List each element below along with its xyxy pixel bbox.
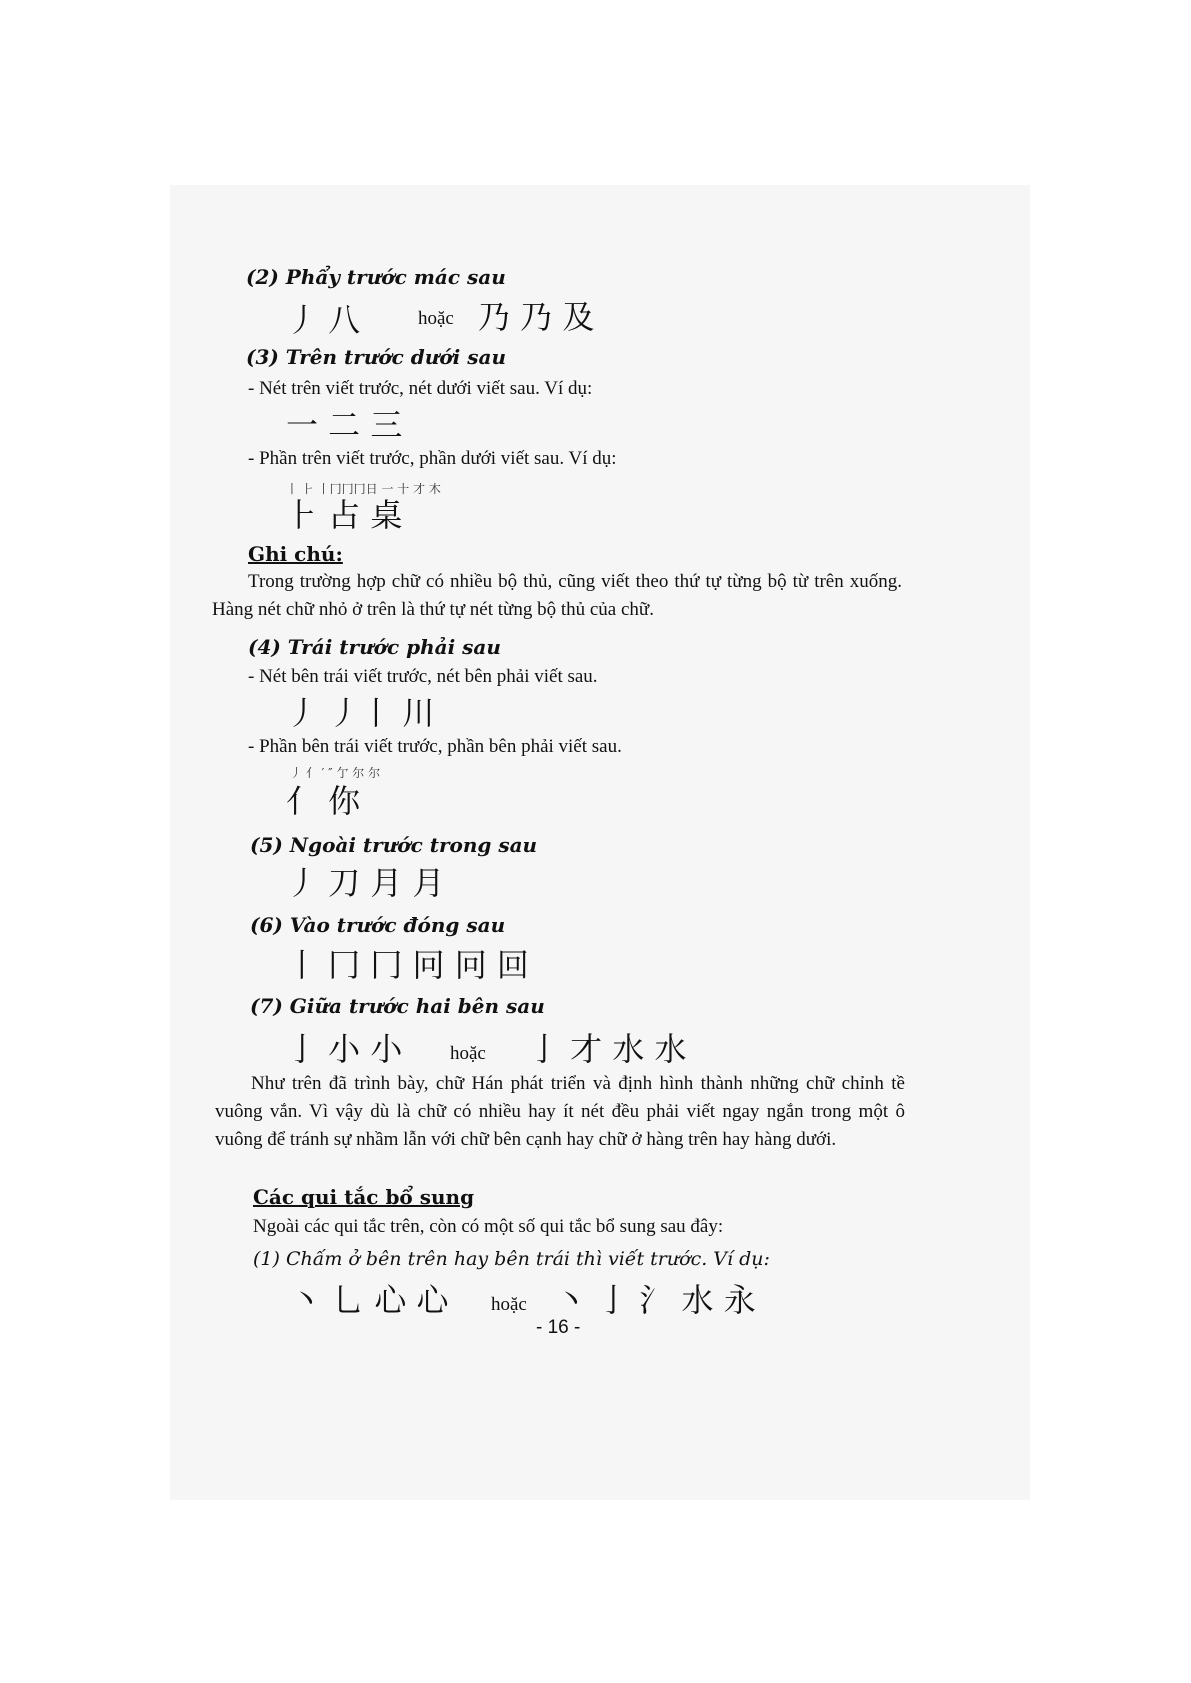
heading-s3: (3) Trên trước dưới sau <box>246 345 506 369</box>
page-number: - 16 - <box>536 1317 581 1338</box>
heading-s6: (6) Vào trước đóng sau <box>250 913 506 937</box>
note-text: Trong trường hợp chữ có nhiều bộ thủ, cũng viết theo thứ tự từng bộ từ trên xuống. Hàng nét chữ nhỏ ở trên là thứ tự nét từng bộ thủ của chữ. <box>212 571 902 620</box>
text-line: - Phần trên viết trước, phần dưới viết sau. Ví dụ: <box>248 448 617 469</box>
stroke-example: 丶 亅 ⺡ 水 永 <box>555 1281 756 1319</box>
heading-s7: (7) Giữa trước hai bên sau <box>250 994 545 1018</box>
stroke-example: 丿 刀 月 月 <box>286 864 445 902</box>
summary-paragraph: Như trên đã trình bày, chữ Hán phát triển và định hình thành những chữ chỉnh tề vuông vắn. Vì vậy dù là chữ có nhiều hay ít nét đều phải viết ngay ngắn trong một ô vuông để tránh sự nhầm lẫn với chữ bên cạnh hay chữ ở hàng trên hay hàng dưới. <box>215 1073 905 1150</box>
stroke-example: 丶 乚 心 心 <box>290 1281 449 1319</box>
text-line: - Phần bên trái viết trước, phần bên phải viết sau. <box>248 736 622 757</box>
stroke-example: 一 二 三 <box>286 406 403 444</box>
text-line: Ngoài các qui tắc trên, còn có một số qui tắc bổ sung sau đây: <box>253 1216 724 1237</box>
hoac-label: hoặc <box>491 1294 527 1315</box>
stroke-example: 丿 丿丨 川 <box>286 694 435 732</box>
hoac-label: hoặc <box>418 308 454 329</box>
text-line: - Nét trên viết trước, nét dưới viết sau. Ví dụ: <box>248 378 593 399</box>
stroke-example: 丨 冂 冂 冋 冋 回 <box>286 946 529 984</box>
stroke-example: 亅 才 水 水 <box>528 1030 687 1068</box>
extra-heading: Các qui tắc bổ sung <box>253 1185 475 1209</box>
heading-s5: (5) Ngoài trước trong sau <box>250 833 538 857</box>
stroke-example: ⺊ 占 桌 <box>286 496 403 534</box>
note-heading: Ghi chú: <box>248 542 343 566</box>
stroke-example: 亻 你 <box>286 782 361 820</box>
rule-text: (1) Chấm ở bên trên hay bên trái thì viết trước. Ví dụ: <box>253 1248 770 1270</box>
hoac-label: hoặc <box>450 1043 486 1064</box>
stroke-example: 乃 乃 及 <box>478 298 595 336</box>
stroke-example: 丿 八 <box>286 301 361 339</box>
stroke-order-small: 丨 ⺊ 丨冂冂冂日 一 十 才 木 <box>286 482 441 496</box>
heading-s2: (2) Phẩy trước mác sau <box>246 265 506 289</box>
text-line: - Nét bên trái viết trước, nét bên phải viết sau. <box>248 666 598 687</box>
heading-s4: (4) Trái trước phải sau <box>248 635 501 659</box>
stroke-example: 亅 小 小 <box>286 1030 403 1068</box>
stroke-order-small: 丿 亻 ′ ″ 亇 尔 尔 <box>290 766 381 780</box>
